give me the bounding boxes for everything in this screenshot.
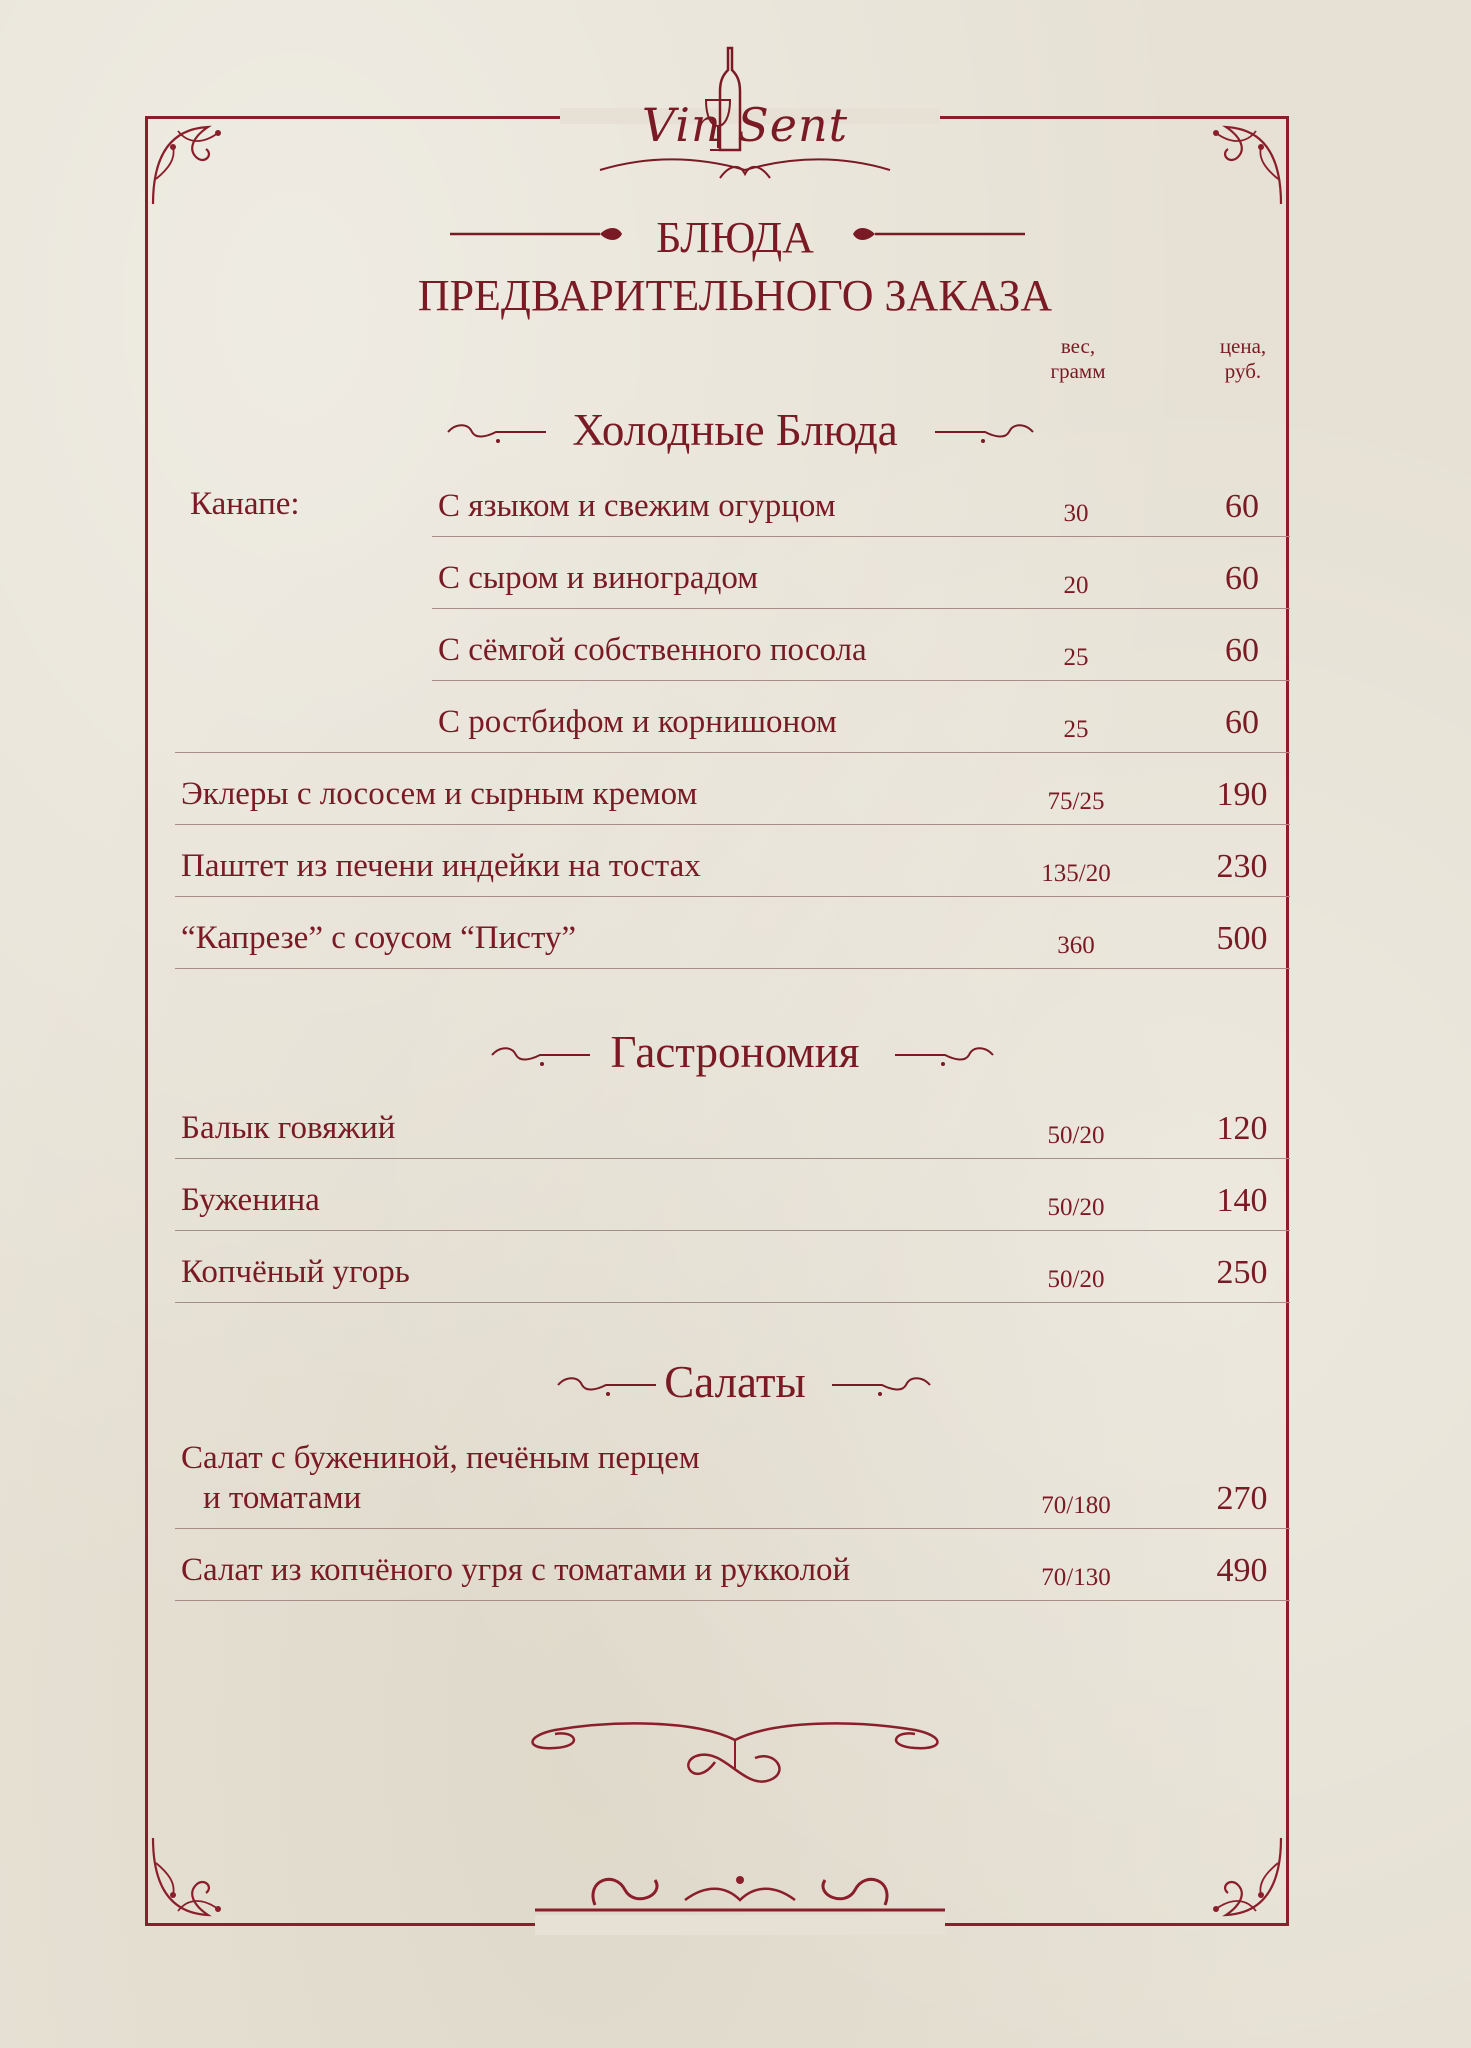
menu-row bbox=[175, 1158, 1290, 1231]
item-name: Эклеры с лососем и сырным кремом bbox=[181, 776, 698, 812]
group-label-kanape: Канапе: bbox=[190, 486, 300, 522]
footer-flourish-icon bbox=[535, 1850, 945, 1920]
menu-row bbox=[432, 608, 1290, 681]
page-title-line1: БЛЮДА bbox=[656, 213, 814, 262]
item-weight: 70/180 bbox=[1041, 1492, 1111, 1519]
item-name-line1: Салат с бужениной, печёным перцем bbox=[181, 1440, 700, 1476]
menu-row bbox=[175, 1230, 1290, 1303]
item-weight: 25 bbox=[1063, 716, 1089, 743]
column-header-price bbox=[1183, 334, 1303, 384]
item-price: 500 bbox=[1216, 920, 1268, 957]
item-price: 60 bbox=[1225, 488, 1259, 525]
menu-row bbox=[432, 536, 1290, 609]
item-price: 270 bbox=[1216, 1480, 1268, 1517]
column-header-weight-line1: вес, bbox=[1060, 334, 1096, 358]
column-header-weight-line2: грамм bbox=[1050, 359, 1106, 383]
brand-name: Vin Sent bbox=[641, 98, 849, 152]
item-weight: 50/20 bbox=[1047, 1122, 1105, 1149]
column-header-price-line2: руб. bbox=[1224, 359, 1262, 383]
section-flourish-right-icon bbox=[895, 1042, 995, 1068]
item-name: С сыром и виноградом bbox=[438, 560, 759, 596]
item-price: 120 bbox=[1216, 1110, 1268, 1147]
item-price: 140 bbox=[1216, 1182, 1268, 1219]
item-weight: 75/25 bbox=[1047, 788, 1105, 815]
item-price: 190 bbox=[1216, 776, 1268, 813]
section-title-salads: Салаты bbox=[664, 1357, 806, 1407]
item-weight: 30 bbox=[1063, 500, 1089, 527]
item-name: Копчёный угорь bbox=[181, 1254, 410, 1290]
item-name: “Капрезе” с соусом “Писту” bbox=[181, 920, 577, 956]
column-header-price-line1: цена, bbox=[1219, 334, 1267, 358]
menu-row bbox=[175, 1528, 1290, 1601]
bottom-flourish-icon bbox=[515, 1700, 955, 1800]
item-weight: 50/20 bbox=[1047, 1194, 1105, 1221]
menu-row bbox=[175, 680, 1290, 753]
corner-ornament-bottom-left-icon bbox=[148, 1833, 238, 1923]
section-title-gastronomy: Гастрономия bbox=[610, 1027, 860, 1077]
logo bbox=[580, 40, 910, 190]
menu-row bbox=[175, 752, 1290, 825]
item-weight: 50/20 bbox=[1047, 1266, 1105, 1293]
item-price: 60 bbox=[1225, 560, 1259, 597]
section-title-cold: Холодные Блюда bbox=[572, 405, 898, 455]
menu-row bbox=[175, 824, 1290, 897]
page-title-line2: ПРЕДВАРИТЕЛЬНОГО ЗАКАЗА bbox=[417, 271, 1053, 320]
menu-row bbox=[175, 1086, 1290, 1159]
corner-ornament-bottom-right-icon bbox=[1196, 1833, 1286, 1923]
corner-ornament-top-left-icon bbox=[148, 119, 238, 209]
item-name: Салат из копчёного угря с томатами и рукколой bbox=[181, 1552, 851, 1588]
menu-row bbox=[175, 896, 1290, 969]
item-price: 60 bbox=[1225, 632, 1259, 669]
item-price: 60 bbox=[1225, 704, 1259, 741]
menu-frame bbox=[145, 116, 1289, 1926]
item-price: 490 bbox=[1216, 1552, 1268, 1589]
item-name: Паштет из печени индейки на тостах bbox=[181, 848, 701, 884]
item-weight: 360 bbox=[1057, 932, 1095, 959]
item-name: С ростбифом и корнишоном bbox=[438, 704, 837, 740]
menu-row bbox=[175, 1420, 1290, 1529]
corner-ornament-top-right-icon bbox=[1196, 119, 1286, 209]
item-name: С сёмгой собственного посола bbox=[438, 632, 867, 668]
item-weight: 25 bbox=[1063, 644, 1089, 671]
item-weight: 135/20 bbox=[1041, 860, 1111, 887]
item-price: 250 bbox=[1216, 1254, 1268, 1291]
item-name-line2: и томатами bbox=[203, 1480, 362, 1516]
item-name: С языком и свежим огурцом bbox=[438, 488, 836, 524]
column-header-weight bbox=[1018, 334, 1138, 384]
menu-row bbox=[432, 464, 1290, 537]
item-weight: 20 bbox=[1063, 572, 1089, 599]
item-price: 230 bbox=[1216, 848, 1268, 885]
item-name: Буженина bbox=[181, 1182, 320, 1218]
section-flourish-right-icon bbox=[935, 419, 1035, 445]
section-flourish-right-icon bbox=[832, 1372, 932, 1398]
item-weight: 70/130 bbox=[1041, 1564, 1111, 1591]
item-name: Балык говяжий bbox=[181, 1110, 396, 1146]
